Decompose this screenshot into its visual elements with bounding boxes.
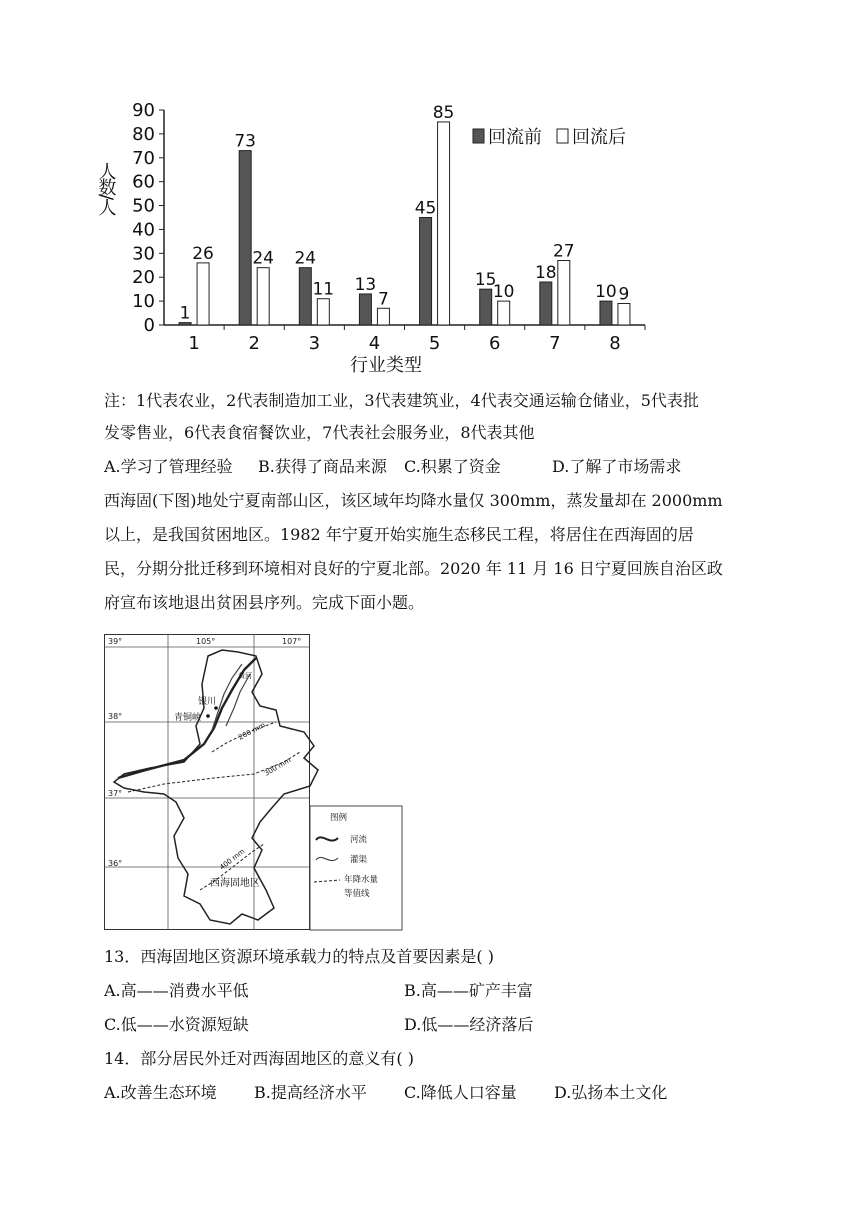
- passage-line-4: 府宣布该地退出贫困县序列。完成下面小题。: [104, 593, 425, 612]
- x-tick-label: 2: [248, 333, 260, 354]
- x-ticks: [188, 325, 645, 354]
- data-label-after: 24: [252, 248, 275, 269]
- lon-label-105: 105°: [196, 637, 216, 646]
- chart-note-line-2: 发零售业，6代表食宿餐饮业，7代表社会服务业，8代表其他: [104, 423, 535, 442]
- bar-after: [317, 299, 329, 325]
- bar-after: [438, 122, 450, 325]
- q12-option-b: B.获得了商品来源: [258, 457, 387, 476]
- data-label-after: 11: [312, 279, 335, 300]
- bar-after: [197, 263, 209, 325]
- q12-option-c: C.积累了资金: [404, 457, 501, 476]
- bar-after: [618, 304, 630, 326]
- y-tick-label: 90: [132, 100, 155, 121]
- x-tick-label: 5: [428, 333, 441, 354]
- bar-before: [420, 218, 432, 326]
- data-label-after: 9: [618, 284, 630, 305]
- passage-line-3: 民，分期分批迁移到环境相对良好的宁夏北部。2020 年 11 月 16 日宁夏回族自治区政: [104, 559, 723, 578]
- q14-option-c: C.降低人口容量: [404, 1083, 517, 1102]
- data-label-before: 10: [595, 282, 617, 303]
- q12-option-a: A.学习了管理经验: [104, 457, 233, 476]
- lat-label-38: 38°: [108, 712, 123, 721]
- bar-before: [480, 289, 492, 325]
- bar-before: [239, 151, 251, 325]
- city-dot-qingtongxia: [206, 714, 210, 718]
- legend-swatch-before: [473, 129, 484, 143]
- city-label-qingtongxia: 青铜峡: [174, 713, 202, 723]
- isoline-label-300: 300 mm: [263, 756, 293, 778]
- y-tick-label: 40: [132, 219, 155, 241]
- map-legend: [310, 806, 402, 930]
- region-label: 西海固地区: [210, 878, 260, 889]
- q14-option-a: A.改善生态环境: [104, 1083, 217, 1102]
- legend: [473, 127, 626, 148]
- y-tick-label: 30: [132, 243, 155, 265]
- legend-swatch-after: [557, 129, 568, 143]
- river-label: 黄河: [238, 672, 252, 680]
- bar-before: [299, 268, 311, 325]
- lat-label-36: 36°: [108, 859, 123, 868]
- y-tick-label: 80: [132, 123, 155, 145]
- q13-option-d: D.低——经济落后: [404, 1015, 534, 1034]
- data-label-before: 18: [534, 263, 557, 283]
- data-label-before: 45: [414, 198, 437, 219]
- legend-canal: 灌渠: [350, 855, 368, 865]
- data-label-after: 7: [378, 289, 389, 310]
- isoline-label-200: 200 mm: [237, 720, 267, 742]
- y-tick-label: 60: [132, 171, 155, 193]
- y-axis-label: [96, 162, 117, 216]
- x-axis-label: 行业类型: [350, 355, 422, 376]
- y-tick-label: 50: [132, 195, 155, 217]
- data-label-after: 27: [552, 241, 575, 262]
- lat-label-39: 39°: [108, 637, 123, 646]
- data-label-before: 73: [234, 131, 257, 152]
- q12-option-d: D.了解了市场需求: [552, 457, 682, 476]
- y-tick-label: 10: [132, 291, 155, 313]
- data-label-before: 24: [294, 248, 317, 269]
- lon-label-107: 107°: [282, 637, 302, 646]
- bar-after: [257, 268, 269, 325]
- bar-before: [600, 301, 612, 325]
- q13-option-b: B.高——矿产丰富: [404, 981, 533, 1000]
- city-label-yinchuan: 银川: [198, 697, 217, 707]
- lat-label-37: 37°: [108, 789, 123, 798]
- data-label-after: 85: [432, 102, 455, 123]
- bar-after: [558, 261, 570, 326]
- x-tick-label: 4: [368, 333, 381, 354]
- bar-after: [498, 301, 510, 325]
- data-label-before: 15: [474, 270, 497, 291]
- bar-chart: [95, 100, 660, 380]
- data-label-after: 26: [192, 243, 214, 264]
- legend-label-after: 回流后: [572, 127, 626, 148]
- passage-line-2: 以上，是我国贫困地区。1982 年宁夏开始实施生态移民工程，将居住在西海固的居: [104, 525, 694, 544]
- y-tick-label: 20: [132, 267, 155, 289]
- legend-isoline: 年降水量: [344, 875, 379, 885]
- bar-after: [377, 308, 389, 325]
- x-tick-label: 6: [488, 333, 501, 354]
- q14-option-d: D.弘扬本土文化: [554, 1083, 668, 1102]
- bar-before: [540, 282, 552, 325]
- x-tick-label: 1: [188, 333, 200, 354]
- passage-line-1: 西海固(下图)地处宁夏南部山区，该区域年均降水量仅 300mm，蒸发量却在 2000mm: [104, 491, 723, 510]
- y-tick-label: 0: [143, 315, 155, 336]
- q14-stem: 14．部分居民外迁对西海固地区的意义有( ): [104, 1049, 414, 1068]
- q13-option-c: C.低——水资源短缺: [104, 1015, 249, 1034]
- q14-option-b: B.提高经济水平: [254, 1083, 367, 1102]
- x-tick-label: 8: [609, 333, 621, 354]
- ningxia-map: [104, 634, 404, 930]
- data-label-before: 13: [354, 274, 377, 295]
- chart-note-line-1: 注：1代表农业，2代表制造加工业，3代表建筑业，4代表交通运输仓储业，5代表批: [104, 391, 699, 410]
- x-tick-label: 3: [308, 333, 321, 354]
- legend-river: 河流: [350, 835, 368, 845]
- bar-before: [359, 294, 371, 325]
- data-label-before: 1: [179, 303, 191, 324]
- isoline-label-400: 400 mm: [218, 847, 247, 872]
- legend-title: 图例: [330, 813, 348, 823]
- legend-isoline-2: 等值线: [344, 889, 370, 899]
- q13-stem: 13．西海固地区资源环境承载力的特点及首要因素是( ): [104, 947, 494, 966]
- y-ticks: [132, 100, 164, 336]
- map-frame: [105, 635, 310, 930]
- legend-label-before: 回流前: [488, 127, 542, 148]
- y-tick-label: 70: [132, 147, 155, 169]
- q13-option-a: A.高——消费水平低: [104, 981, 249, 1000]
- data-label-after: 10: [492, 282, 515, 303]
- x-tick-label: 7: [549, 333, 561, 354]
- y-axis-label-text: 人数/人: [95, 162, 117, 215]
